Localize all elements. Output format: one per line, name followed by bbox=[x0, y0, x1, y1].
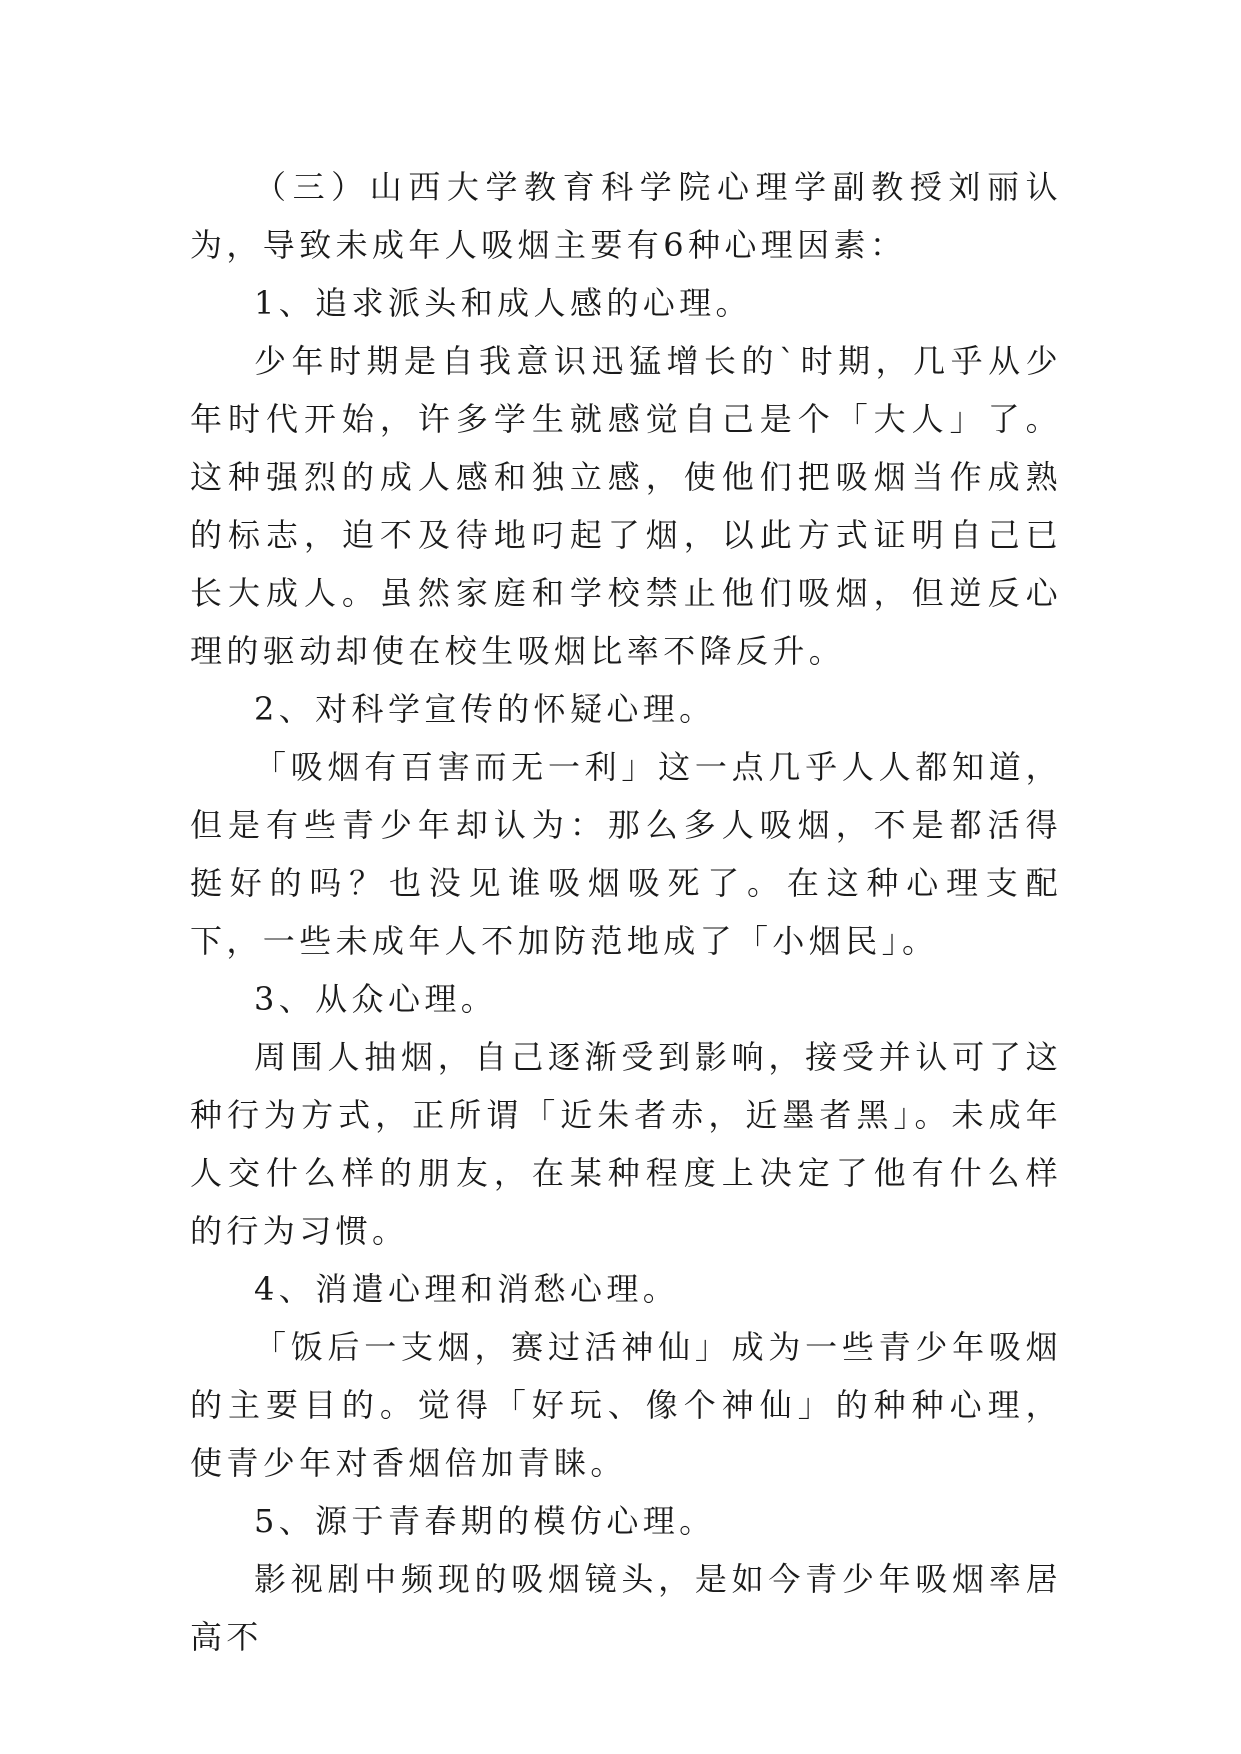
factor-1-heading: 1、追求派头和成人感的心理。 bbox=[254, 284, 752, 322]
document-body bbox=[190, 158, 1062, 1666]
factor-4-paragraph: 「饭后一支烟，赛过活神仙」成为一些青少年吸烟的主要目的。觉得「好玩、像个神仙」的种种心理，使青少年对香烟倍加青睐。 bbox=[190, 1328, 1062, 1482]
factor-2-paragraph: 「吸烟有百害而无一利」这一点几乎人人都知道，但是有些青少年却认为：那么多人吸烟，不是都活得挺好的吗？也没见谁吸烟吸死了。在这种心理支配下，一些未成年人不加防范地成了「小烟民」。 bbox=[190, 748, 1062, 960]
factor-3-heading: 3、从众心理。 bbox=[254, 980, 498, 1018]
factor-4-heading: 4、消遣心理和消愁心理。 bbox=[254, 1270, 680, 1308]
factor-2-heading: 2、对科学宣传的怀疑心理。 bbox=[254, 690, 716, 728]
factor-1-paragraph: 少年时期是自我意识迅猛增长的`时期，几乎从少年时代开始，许多学生就感觉自己是个「大人」了。这种强烈的成人感和独立感，使他们把吸烟当作成熟的标志，迫不及待地叼起了烟，以此方式证明自己已长大成人。虽然家庭和学校禁止他们吸烟，但逆反心理的驱动却使在校生吸烟比率不降反升。 bbox=[190, 342, 1062, 670]
intro-paragraph: （三）山西大学教育科学院心理学副教授刘丽认为，导致未成年人吸烟主要有6种心理因素： bbox=[190, 168, 1062, 264]
factor-5-paragraph: 影视剧中频现的吸烟镜头，是如今青少年吸烟率居高不 bbox=[190, 1560, 1062, 1656]
factor-3-paragraph: 周围人抽烟，自己逐渐受到影响，接受并认可了这种行为方式，正所谓「近朱者赤，近墨者黑」。未成年人交什么样的朋友，在某种程度上决定了他有什么样的行为习惯。 bbox=[190, 1038, 1062, 1250]
factor-5-heading: 5、源于青春期的模仿心理。 bbox=[254, 1502, 716, 1540]
